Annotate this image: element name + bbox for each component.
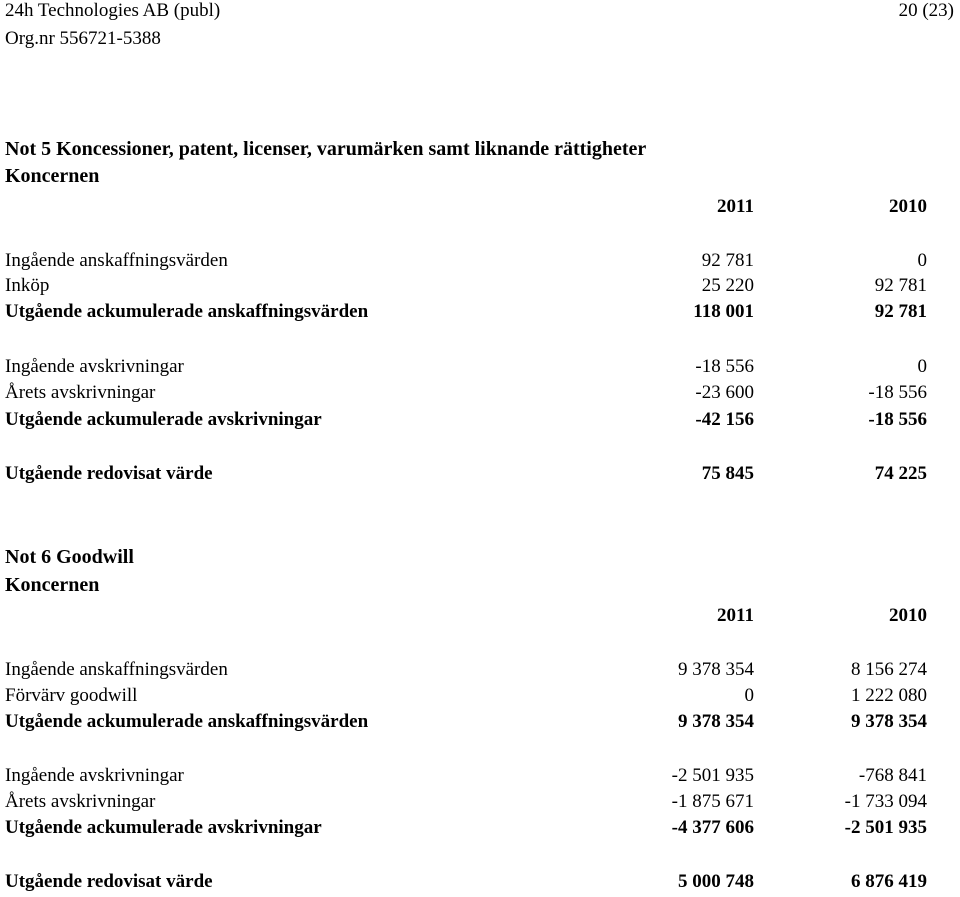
row-label: Utgående ackumulerade anskaffningsvärden (5, 711, 369, 732)
row-label: Förvärv goodwill (5, 685, 138, 706)
row-label: Utgående redovisat värde (5, 463, 213, 484)
row-label: Utgående ackumulerade anskaffningsvärden (5, 301, 369, 322)
row-label: Utgående ackumulerade avskrivningar (5, 409, 322, 430)
note-6-title: Not 6 Goodwill (5, 546, 134, 568)
value-2011: -2 501 935 (671, 765, 754, 786)
value-2010: -1 733 094 (844, 791, 927, 812)
year-2011-header: 2011 (717, 196, 754, 217)
value-2011: 25 220 (701, 275, 754, 296)
row-label: Utgående redovisat värde (5, 871, 213, 892)
value-2010: 74 225 (874, 463, 927, 484)
row-label: Ingående avskrivningar (5, 765, 184, 786)
year-2010-header: 2010 (889, 196, 927, 217)
table-row-total (5, 461, 927, 487)
value-2010: 1 222 080 (851, 685, 927, 706)
year-2011-header: 2011 (717, 605, 754, 626)
table-row (5, 789, 927, 815)
row-label: Ingående avskrivningar (5, 356, 184, 377)
note-5-year-header (5, 194, 927, 220)
value-2010: 0 (917, 250, 927, 271)
table-row (5, 380, 927, 406)
value-2011: 5 000 748 (678, 871, 754, 892)
value-2011: 118 001 (693, 301, 754, 322)
value-2010: 0 (917, 356, 927, 377)
value-2011: -18 556 (695, 356, 754, 377)
value-2011: -1 875 671 (671, 791, 754, 812)
value-2010: 6 876 419 (851, 871, 927, 892)
row-label: Ingående anskaffningsvärden (5, 659, 228, 680)
value-2011: 0 (744, 685, 754, 706)
value-2010: -768 841 (858, 765, 927, 786)
value-2010: -2 501 935 (844, 817, 927, 838)
row-label: Utgående ackumulerade avskrivningar (5, 817, 322, 838)
table-row (5, 683, 927, 709)
table-row-total (5, 407, 927, 433)
value-2010: -18 556 (868, 409, 927, 430)
value-2011: 9 378 354 (678, 659, 754, 680)
table-row-total (5, 815, 927, 841)
table-row (5, 763, 927, 789)
note-6-subtitle: Koncernen (5, 574, 100, 596)
value-2011: 92 781 (701, 250, 754, 271)
company-name: 24h Technologies AB (publ) (5, 0, 221, 21)
table-row-total (5, 709, 927, 735)
table-row (5, 248, 927, 274)
table-row (5, 273, 927, 299)
year-2010-header: 2010 (889, 605, 927, 626)
value-2010: 92 781 (874, 275, 927, 296)
note-5-subtitle: Koncernen (5, 165, 100, 187)
value-2011: -42 156 (695, 409, 754, 430)
row-label: Årets avskrivningar (5, 382, 156, 403)
page-number: 20 (23) (898, 0, 954, 21)
row-label: Inköp (5, 275, 50, 296)
value-2011: 9 378 354 (678, 711, 754, 732)
value-2010: 8 156 274 (851, 659, 927, 680)
row-label: Ingående anskaffningsvärden (5, 250, 228, 271)
note-6-year-header (5, 603, 927, 629)
org-number: Org.nr 556721-5388 (5, 28, 161, 49)
value-2011: 75 845 (701, 463, 754, 484)
value-2011: -4 377 606 (671, 817, 754, 838)
table-row-total (5, 299, 927, 325)
value-2010: 9 378 354 (851, 711, 927, 732)
value-2011: -23 600 (695, 382, 754, 403)
table-row (5, 354, 927, 380)
table-row-total (5, 869, 927, 895)
note-5-title: Not 5 Koncessioner, patent, licenser, varumärken samt liknande rättigheter (5, 138, 647, 160)
row-label: Årets avskrivningar (5, 791, 156, 812)
value-2010: 92 781 (874, 301, 927, 322)
table-row (5, 657, 927, 683)
value-2010: -18 556 (868, 382, 927, 403)
